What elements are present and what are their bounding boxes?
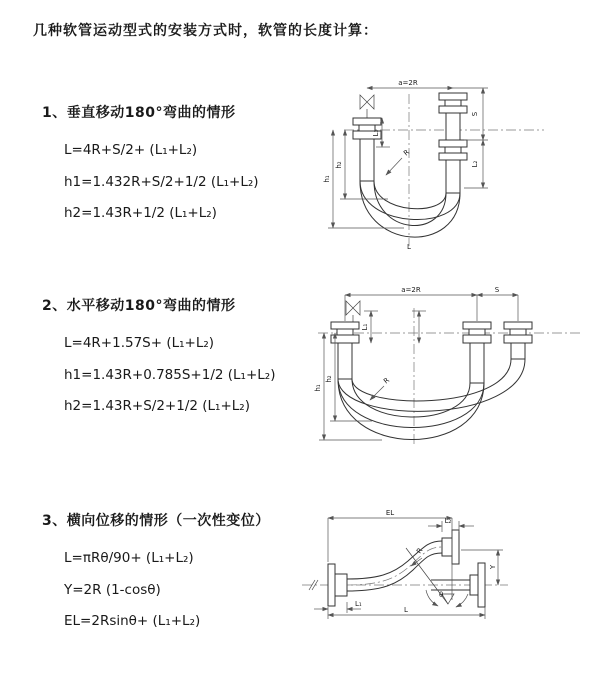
dim-label-l1: L₁: [361, 323, 369, 331]
middle-flange: [463, 322, 491, 343]
dim-label-l1: L₁: [355, 600, 362, 608]
upper-flange: [442, 530, 459, 564]
diagram-horizontal-180-bend: [314, 283, 588, 455]
dim-label-s: S: [471, 111, 479, 117]
dimension-lines: [314, 518, 503, 619]
dim-label-theta: θ: [439, 591, 444, 599]
formula-L: L=4R+S/2+ (L₁+L₂): [64, 142, 198, 158]
right-flange: [470, 563, 485, 607]
dim-label-el: EL: [385, 509, 395, 517]
section-1-heading: 1、垂直移动180°弯曲的情形: [42, 105, 236, 121]
dim-label-h1: h₁: [314, 384, 322, 392]
page-title: 几种软管运动型式的安装方式时，软管的长度计算：: [33, 23, 378, 39]
section-lateral-displacement: [42, 512, 270, 638]
dim-label-length: L: [404, 606, 408, 614]
dim-label-a2r: a=2R: [401, 286, 421, 294]
formula-EL: EL=2Rsinθ+ (L₁+L₂): [64, 613, 201, 629]
diagram-horizontal-180-bend-svg: [314, 283, 588, 455]
dim-label-a2r: a=2R: [398, 79, 418, 87]
right-flange: [439, 93, 467, 160]
dim-label-l1: L₁: [372, 129, 380, 137]
dim-label-radius: R: [402, 148, 412, 158]
dim-label-radius: R: [382, 376, 392, 386]
dim-label-h2: h₂: [325, 375, 333, 383]
left-braid-section: [360, 139, 374, 181]
dim-label-l2: L₂: [471, 160, 479, 168]
dim-label-y: Y: [489, 564, 497, 570]
diagram-vertical-180-bend-svg: [316, 76, 588, 254]
right-braid-section: [446, 160, 460, 193]
valve-icon: [360, 95, 374, 118]
valve-icon: [346, 301, 360, 322]
formula-h2: h2=1.43R+S/2+1/2 (L₁+L₂): [64, 398, 250, 414]
left-flange: [328, 564, 347, 606]
dim-label-length: L: [407, 243, 411, 251]
diagram-lateral-displacement-svg: [298, 506, 588, 648]
formula-Y: Y=2R (1-cosθ): [64, 581, 161, 598]
formula-L: L=4R+1.57S+ (L₁+L₂): [64, 335, 215, 351]
s-curve-hose: [347, 541, 442, 591]
formula-h1: h1=1.43R+0.785S+1/2 (L₁+L₂): [64, 366, 276, 383]
formula-h2: h2=1.43R+1/2 (L₁+L₂): [64, 205, 217, 221]
hose-assembly: [328, 530, 485, 607]
section-2-heading: 2、水平移动180°弯曲的情形: [42, 298, 236, 314]
dim-label-s: S: [494, 286, 500, 294]
hose-assembly: [331, 301, 532, 440]
formula-h1: h1=1.432R+S/2+1/2 (L₁+L₂): [64, 173, 259, 190]
hose-assembly: [353, 93, 467, 237]
right-flange: [504, 322, 532, 343]
right-pipe: [511, 343, 525, 359]
diagram-lateral-displacement: [298, 506, 588, 648]
section-vertical-movement: [42, 104, 259, 230]
section-horizontal-movement: [42, 297, 275, 423]
formula-L: L=πRθ/90+ (L₁+L₂): [64, 550, 194, 566]
left-braid-section: [338, 343, 352, 379]
dimension-labels: [355, 509, 497, 614]
dim-label-h2: h₂: [335, 161, 343, 169]
dim-label-l2: L₂: [444, 517, 452, 525]
middle-braid-section: [470, 343, 484, 383]
diagram-vertical-180-bend: [316, 76, 588, 254]
hose-u-curves: [338, 359, 525, 440]
dim-label-h1: h₁: [323, 175, 331, 183]
section-3-heading: 3、横向位移的情形（一次性变位）: [42, 513, 270, 529]
hose-u-curves: [360, 181, 460, 237]
dim-label-radius: R: [415, 546, 425, 556]
